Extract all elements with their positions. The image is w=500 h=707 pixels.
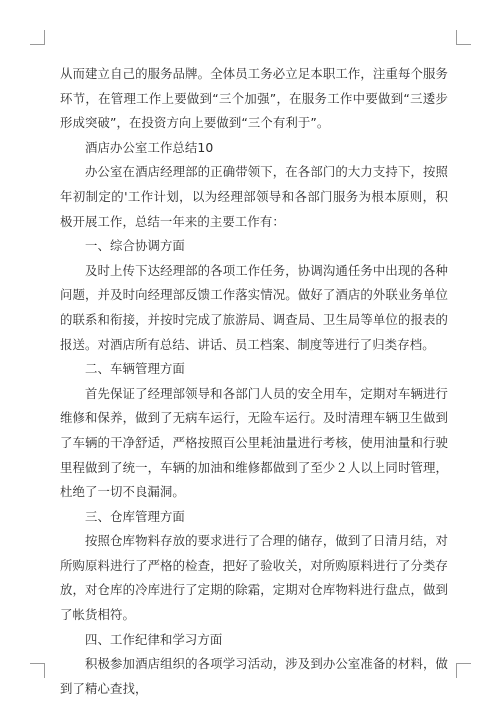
paragraph-overview: 办公室在酒店经理部的正确带领下，在各部门的大力支持下，按照年初制定的'工作计划，以为经理部领导和各部门服务为根本原则，积极开展工作，总结一年来的主要工作有： — [60, 164, 448, 229]
heading-discipline: 四、工作纪律和学习方面 — [85, 631, 223, 647]
paragraph-vehicles: 首先保证了经理部领导和各部门人员的安全用车，定期对车辆进行维修和保养，做到了无病车运行，无险车运行。及时清理车辆卫生做到了车辆的干净舒适，严格按照百公里耗油量进行考核，使用油量和行驶里程做到了统一，车辆的加油和维修都做到了至少２人以上同时管理，杜绝了一切不良漏洞。 — [60, 385, 448, 500]
heading-warehouse: 三、仓库管理方面 — [85, 508, 185, 524]
crop-mark-bottom-right — [456, 663, 471, 678]
paragraph-coordination: 及时上传下达经理部的各项工作任务，协调沟通任务中出现的各种问题，并及时向经理部反馈工作落实情况。做好了酒店的外联业务单位的联系和衔接，并按时完成了旅游局、调查局、卫生局等单位的报表的报送。对酒店所有总结、讲话、员工档案、制度等进行了归类存档。 — [60, 262, 448, 352]
crop-mark-top-right — [456, 30, 471, 45]
paragraph-warehouse: 按照仓库物料存放的要求进行了合理的储存，做到了日清月结，对所购原料进行了严格的检查，把好了验收关，对所购原料进行了分类存放，对仓库的冷库进行了定期的除霜，定期对仓库物料进行盘点，做到了帐货相符。 — [60, 533, 448, 623]
heading-vehicles: 二、车辆管理方面 — [85, 361, 185, 377]
crop-mark-top-left — [30, 30, 45, 45]
crop-mark-bottom-left — [30, 663, 45, 678]
section-title: 酒店办公室工作总结10 — [85, 139, 214, 155]
paragraph-discipline: 积极参加酒店组织的各项学习活动，涉及到办公室准备的材料，做到了精心查找， — [60, 656, 448, 696]
paragraph-intro-continuation: 从而建立自己的服务品牌。全体员工务必立足本职工作，注重每个服务环节，在管理工作上要做到“三个加强”，在服务工作中要做到“三逶步形成突破”，在投资方向上要做到“三个有利于”。 — [60, 66, 448, 131]
document-body — [60, 62, 448, 701]
heading-coordination: 一、综合协调方面 — [85, 238, 185, 254]
